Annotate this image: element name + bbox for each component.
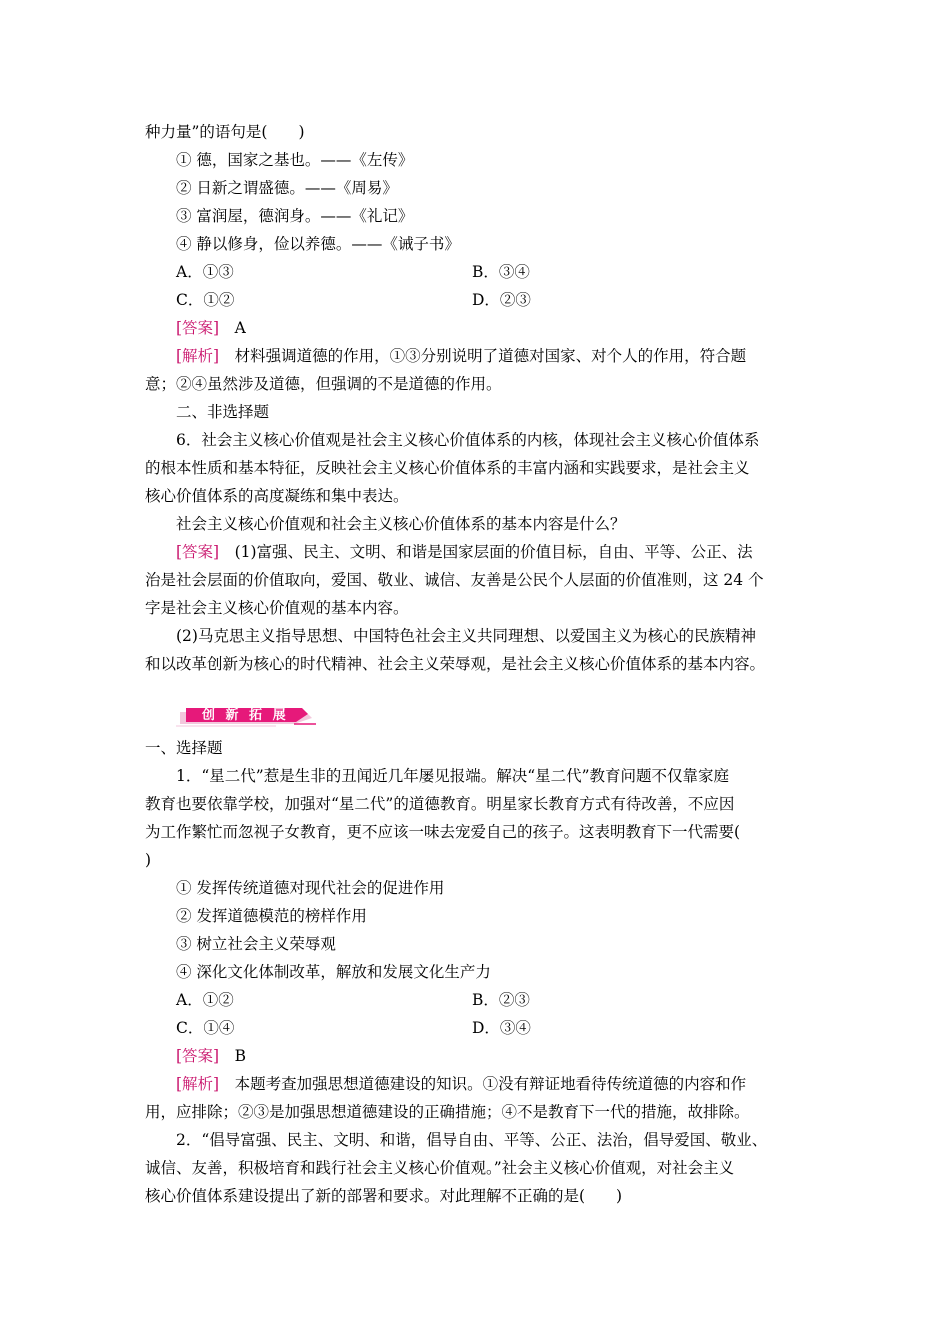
- q1-option-c: C．①④: [176, 1019, 235, 1037]
- analysis-tag: [解析]: [176, 1075, 220, 1093]
- q2-line-1: 2．“倡导富强、民主、文明、和谐，倡导自由、平等、公正、法治，倡导爱国、敬业、: [176, 1131, 768, 1149]
- section-heading-non-choice: 二、非选择题: [176, 403, 270, 421]
- q1-answer-line: [176, 1046, 841, 1066]
- q1-item-2: ② 发挥道德模范的榜样作用: [176, 907, 367, 925]
- analysis-tag: [解析]: [176, 347, 220, 365]
- analysis-line-1: [176, 346, 841, 366]
- q6-answer-line-3: 字是社会主义核心价值观的基本内容。: [145, 599, 409, 617]
- section-heading-choice: 一、选择题: [145, 739, 223, 757]
- answer-tag: [答案]: [176, 543, 220, 561]
- analysis-text: 本题考查加强思想道德建设的知识。①没有辩证地看待传统道德的内容和作: [219, 1075, 747, 1093]
- q1-line-1: 1．“星二代”惹是生非的丑闻近几年屡见报端。解决“星二代”教育问题不仅靠家庭: [176, 767, 730, 785]
- q6-answer-line-4: (2)马克思主义指导思想、中国特色社会主义共同理想、以爱国主义为核心的民族精神: [176, 627, 756, 645]
- q1-item-4: ④ 深化文化体制改革，解放和发展文化生产力: [176, 963, 491, 981]
- q6-question: 社会主义核心价值观和社会主义核心价值体系的基本内容是什么？: [176, 515, 626, 533]
- answer-tag: [答案]: [176, 319, 220, 337]
- answer-tag: [答案]: [176, 1047, 220, 1065]
- quote-item-3: ③ 富润屋，德润身。——《礼记》: [176, 207, 414, 225]
- analysis-text: 材料强调道德的作用，①③分别说明了道德对国家、对个人的作用，符合题: [219, 347, 747, 365]
- q1-line-2: 教育也要依靠学校，加强对“星二代”的道德教育。明星家长教育方式有待改善，不应因: [145, 795, 735, 813]
- quote-item-1: ① 德，国家之基也。——《左传》: [176, 151, 414, 169]
- question-stem-end: 种力量”的语句是( ): [145, 123, 305, 141]
- analysis-line-2: 意；②④虽然涉及道德，但强调的不是道德的作用。: [145, 375, 502, 393]
- q1-analysis-line-1: [176, 1074, 841, 1094]
- q1-item-3: ③ 树立社会主义荣辱观: [176, 935, 336, 953]
- q1-option-b: B．②③: [472, 991, 530, 1009]
- q6-line-3: 核心价值体系的高度凝练和集中表达。: [145, 487, 409, 505]
- q6-answer-line-2: 治是社会层面的价值取向，爱国、敬业、诚信、友善是公民个人层面的价值准则，这 24 个: [145, 571, 764, 589]
- answer-value: A: [219, 319, 246, 337]
- answer-text: (1)富强、民主、文明、和谐是国家层面的价值目标，自由、平等、公正、法: [219, 543, 753, 561]
- q6-line-1: 6．社会主义核心价值观是社会主义核心价值体系的内核，体现社会主义核心价值体系: [176, 431, 760, 449]
- q2-line-2: 诚信、友善，积极培育和践行社会主义核心价值观。”社会主义核心价值观，对社会主义: [145, 1159, 735, 1177]
- q1-item-1: ① 发挥传统道德对现代社会的促进作用: [176, 879, 445, 897]
- quote-item-4: ④ 静以修身，俭以养德。——《诫子书》: [176, 235, 460, 253]
- q1-option-a: A．①②: [176, 991, 234, 1009]
- q1-line-3: 为工作繁忙而忽视子女教育，更不应该一味去宠爱自己的孩子。这表明教育下一代需要(: [145, 823, 741, 841]
- q1-option-d: D．③④: [472, 1019, 531, 1037]
- q6-answer-line-5: 和以改革创新为核心的时代精神、社会主义荣辱观，是社会主义核心价值体系的基本内容。: [145, 655, 766, 673]
- quote-item-2: ② 日新之谓盛德。——《周易》: [176, 179, 398, 197]
- q1-line-4: ): [145, 851, 152, 869]
- q6-answer-line-1: [176, 542, 841, 562]
- q1-analysis-line-2: 用，应排除；②③是加强思想道德建设的正确措施；④不是教育下一代的措施，故排除。: [145, 1103, 750, 1121]
- section-banner-label: 创 新 拓 展: [202, 708, 289, 723]
- option-d: D．②③: [472, 291, 531, 309]
- q6-line-2: 的根本性质和基本特征，反映社会主义核心价值体系的丰富内涵和实践要求，是社会主义: [145, 459, 750, 477]
- answer-value: B: [219, 1047, 246, 1065]
- option-b: B．③④: [472, 263, 530, 281]
- answer-line: [176, 318, 841, 338]
- option-a: A．①③: [176, 263, 234, 281]
- q2-line-3: 核心价值体系建设提出了新的部署和要求。对此理解不正确的是( ): [145, 1187, 623, 1205]
- option-c: C．①②: [176, 291, 235, 309]
